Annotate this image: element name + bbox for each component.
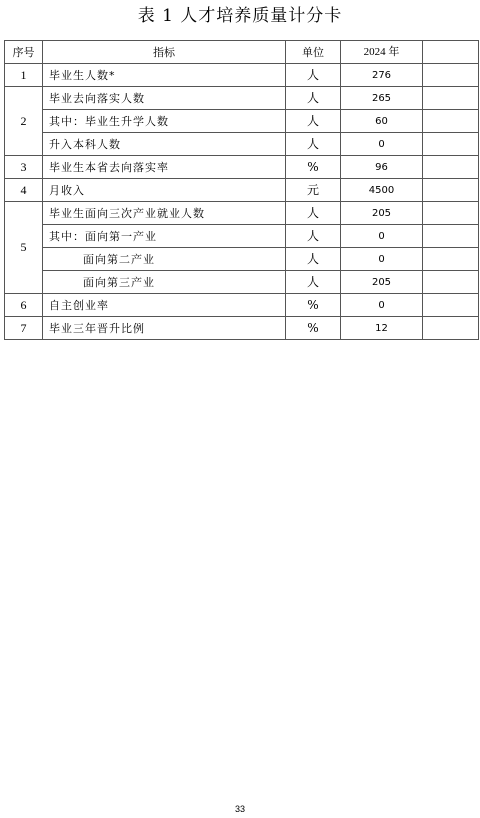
- indicator-cell: 毕业三年晋升比例: [43, 317, 286, 340]
- table-row: [5, 294, 479, 317]
- empty-cell: [423, 202, 479, 225]
- empty-cell: [423, 317, 479, 340]
- empty-cell: [423, 271, 479, 294]
- unit-cell: %: [286, 317, 341, 340]
- seq-cell: 2: [5, 87, 43, 156]
- empty-cell: [423, 294, 479, 317]
- indicator-cell: 自主创业率: [43, 294, 286, 317]
- table-row: [5, 248, 479, 271]
- unit-cell: 人: [286, 110, 341, 133]
- value-cell: 276: [341, 64, 423, 87]
- seq-cell: 1: [5, 64, 43, 87]
- unit-cell: 人: [286, 64, 341, 87]
- unit-cell: %: [286, 294, 341, 317]
- indicator-cell: 面向第三产业: [43, 271, 286, 294]
- page-number: 33: [234, 804, 245, 814]
- empty-cell: [423, 179, 479, 202]
- indicator-cell: 毕业生面向三次产业就业人数: [43, 202, 286, 225]
- header-indicator: 指标: [43, 41, 286, 64]
- seq-cell: 4: [5, 179, 43, 202]
- value-cell: 0: [341, 248, 423, 271]
- seq-cell: 3: [5, 156, 43, 179]
- header-unit: 单位: [286, 41, 341, 64]
- value-cell: 205: [341, 271, 423, 294]
- empty-cell: [423, 156, 479, 179]
- unit-cell: 人: [286, 248, 341, 271]
- table-row: [5, 271, 479, 294]
- value-cell: 4500: [341, 179, 423, 202]
- header-seq: 序号: [5, 41, 43, 64]
- empty-cell: [423, 225, 479, 248]
- unit-cell: 人: [286, 202, 341, 225]
- empty-cell: [423, 64, 479, 87]
- header-extra: [423, 41, 479, 64]
- indicator-cell: 面向第二产业: [43, 248, 286, 271]
- empty-cell: [423, 87, 479, 110]
- table-row: [5, 64, 479, 87]
- indicator-cell: 其中：毕业生升学人数: [43, 110, 286, 133]
- unit-cell: 人: [286, 271, 341, 294]
- empty-cell: [423, 133, 479, 156]
- indicator-cell: 月收入: [43, 179, 286, 202]
- value-cell: 12: [341, 317, 423, 340]
- value-cell: 0: [341, 133, 423, 156]
- table-row: [5, 87, 479, 110]
- unit-cell: %: [286, 156, 341, 179]
- empty-cell: [423, 110, 479, 133]
- value-cell: 205: [341, 202, 423, 225]
- talent-quality-scorecard-table: [4, 40, 479, 340]
- value-cell: 0: [341, 294, 423, 317]
- indicator-cell: 毕业去向落实人数: [43, 87, 286, 110]
- indicator-cell: 毕业生人数*: [43, 64, 286, 87]
- table-row: [5, 156, 479, 179]
- indicator-cell: 其中：面向第一产业: [43, 225, 286, 248]
- table-row: [5, 202, 479, 225]
- indicator-cell: 毕业生本省去向落实率: [43, 156, 286, 179]
- seq-cell: 7: [5, 317, 43, 340]
- table-row: [5, 179, 479, 202]
- seq-cell: 5: [5, 202, 43, 294]
- table-title: 表 1 人才培养质量计分卡: [137, 6, 343, 26]
- indicator-cell: 升入本科人数: [43, 133, 286, 156]
- table-row: [5, 110, 479, 133]
- value-cell: 265: [341, 87, 423, 110]
- value-cell: 60: [341, 110, 423, 133]
- value-cell: 96: [341, 156, 423, 179]
- table-row: [5, 225, 479, 248]
- value-cell: 0: [341, 225, 423, 248]
- table-header-row: [5, 41, 479, 64]
- table-row: [5, 133, 479, 156]
- empty-cell: [423, 248, 479, 271]
- unit-cell: 人: [286, 225, 341, 248]
- table-row: [5, 317, 479, 340]
- seq-cell: 6: [5, 294, 43, 317]
- header-year: 2024 年: [341, 41, 423, 64]
- unit-cell: 元: [286, 179, 341, 202]
- unit-cell: 人: [286, 87, 341, 110]
- unit-cell: 人: [286, 133, 341, 156]
